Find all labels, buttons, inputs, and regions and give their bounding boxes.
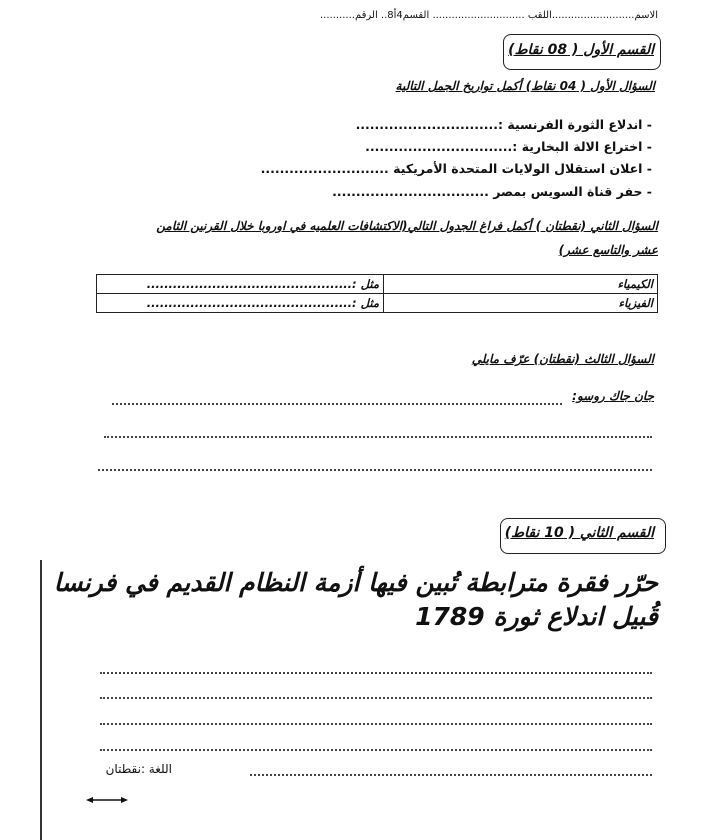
section1-title: القسم الأول ( 08 نقاط) xyxy=(508,42,654,58)
section2-title: القسم الثاني ( 10 نقاط) xyxy=(504,525,654,541)
class-number-field[interactable]: القسم4أ8.. الرقم........... xyxy=(319,10,430,21)
essay-prompt-line2: قُبيل اندلاع ثورة 1789 xyxy=(415,602,658,631)
name-field[interactable]: الاسم.......................... xyxy=(551,10,658,21)
q3-title: السؤال الثالث (نقطتان) عرّف مايلي xyxy=(471,352,654,366)
answer-line[interactable] xyxy=(100,723,652,725)
q2-title-line2: عشر والتاسع عشر) xyxy=(558,243,658,257)
example-cell[interactable]: مثل :............................................... xyxy=(97,294,384,313)
q1-title: السؤال الأول ( 04 نقاط) أكمل تواريخ الجمل التالية xyxy=(395,79,655,93)
q2-title-line1: السؤال الثاني (نقطتان ) أكمل فراغ الجدول التالي(الاكتشافات العلميه في اوروبا خلال القرنين الثامن xyxy=(156,219,658,233)
q1-item[interactable]: - اندلاع الثورة الفرنسية :.............................. xyxy=(355,117,652,132)
answer-line[interactable] xyxy=(100,672,652,674)
essay-prompt-line1: حرّر فقرة مترابطة تُبين فيها أزمة النظام القديم في فرنسا xyxy=(53,568,658,597)
answer-line[interactable] xyxy=(112,403,562,405)
surname-field[interactable]: اللقب ............................. xyxy=(432,10,552,21)
table-row xyxy=(97,275,658,294)
answer-line[interactable] xyxy=(250,774,652,776)
q1-item[interactable]: - حفر قناة السويس بمصر ................................. xyxy=(332,184,652,199)
page-border xyxy=(40,560,42,840)
field-cell: الفيزياء xyxy=(384,294,658,313)
language-points: اللغة :نقطتان xyxy=(105,762,172,776)
field-cell: الكيمياء xyxy=(384,275,658,294)
answer-line[interactable] xyxy=(98,469,652,471)
discoveries-table xyxy=(96,274,658,313)
q1-item[interactable]: - اعلان استقلال الولايات المتحدة الأمريكية ........................... xyxy=(260,161,652,176)
double-arrow-icon xyxy=(86,794,128,806)
q1-item[interactable]: - اختراع الالة البخارية :............................... xyxy=(365,139,652,154)
student-info-line xyxy=(320,10,658,21)
q3-term: جان جاك روسو: xyxy=(572,389,654,403)
example-cell[interactable]: مثل :............................................... xyxy=(97,275,384,294)
answer-line[interactable] xyxy=(100,697,652,699)
answer-line[interactable] xyxy=(100,749,652,751)
answer-line[interactable] xyxy=(104,436,652,438)
table-row xyxy=(97,294,658,313)
